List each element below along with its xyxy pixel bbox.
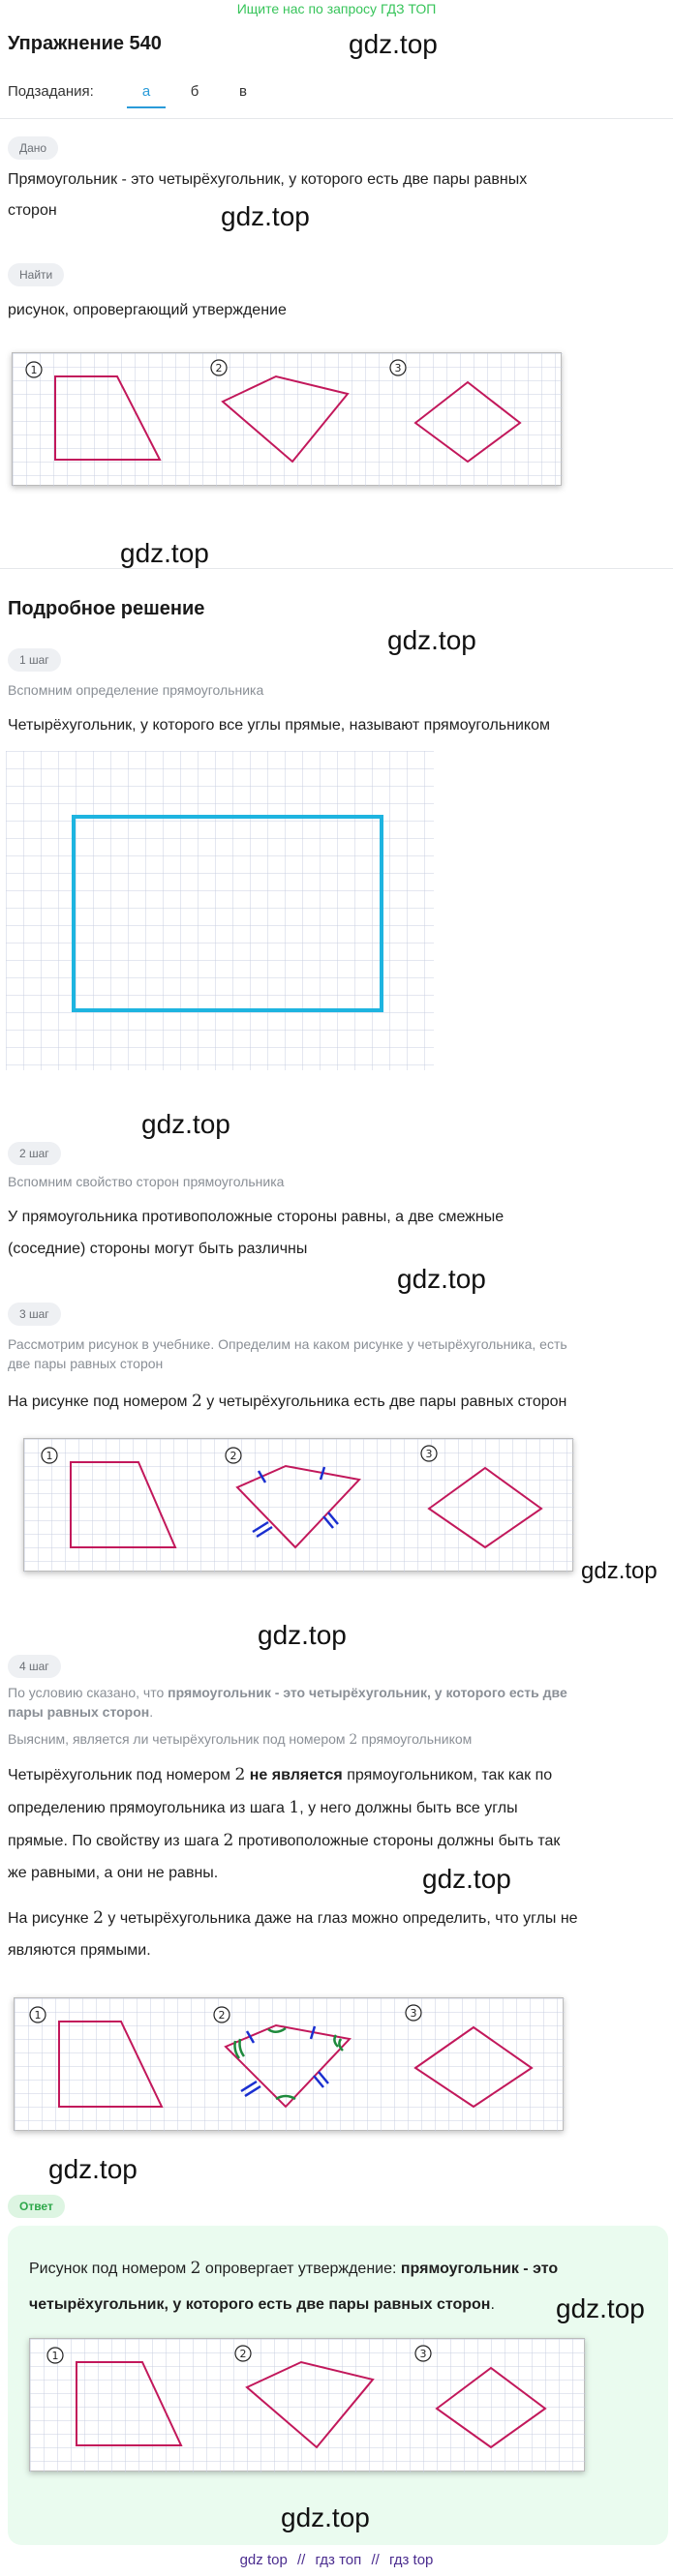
watermark: gdz.top — [281, 2502, 370, 2532]
step4-hint2-bold: пары равных сторон — [8, 1704, 150, 1720]
figure-number-3-label: 3 — [394, 362, 402, 374]
footer-link-gdz-top-ru[interactable]: гдз топ — [315, 2552, 362, 2568]
step2-hint: Вспомним свойство сторон прямоугольника — [8, 1174, 285, 1189]
step3-hint-line2: две пары равных сторон — [8, 1356, 164, 1371]
answer-l1-num: 2 — [190, 2259, 201, 2278]
step2-line1: У прямоугольника противоположные стороны равны, а две смежные — [8, 1209, 505, 1225]
watermark: gdz.top — [556, 2293, 645, 2323]
rectangle-grid-svg — [6, 751, 434, 1070]
step4-hint1-bold: прямоугольник - это четырёхугольник, у которого есть две — [168, 1685, 567, 1700]
step3-text-pre: На рисунке под номером — [8, 1393, 192, 1410]
step2-line2: (соседние) стороны могут быть различны — [8, 1241, 308, 1257]
step4-p1-l2-post: , у него должны быть все углы — [299, 1800, 518, 1816]
watermark: gdz.top — [397, 1264, 486, 1294]
marked-sides-figure — [23, 1438, 573, 1572]
watermark: gdz.top — [120, 538, 209, 568]
footer-separator: // — [371, 2552, 380, 2568]
answer-l2-bold: четырёхугольник, у которого есть две пары равных сторон — [29, 2296, 491, 2313]
step4-hint2-post: . — [149, 1704, 154, 1720]
answer-line1 — [29, 2253, 558, 2285]
figure-number-1-label: 1 — [51, 2350, 59, 2362]
answer-figure-svg — [30, 2339, 586, 2472]
step4-p1-l1-post: прямоугольником, так как по — [342, 1767, 553, 1783]
answer-figure — [29, 2338, 585, 2471]
answer-l2-post: . — [490, 2296, 495, 2313]
step4-p1-l3-pre: прямые. По свойству из шага — [8, 1833, 224, 1849]
subtasks-label: Подзадания: — [8, 83, 94, 100]
figure-number-2-label: 2 — [215, 362, 223, 374]
step3-text-post: у четырёхугольника есть две пары равных сторон — [201, 1393, 567, 1410]
step4-p2-line2: являются прямыми. — [8, 1942, 151, 1959]
step2-pill: 2 шаг — [8, 1142, 61, 1165]
marked-sides-figure-svg — [24, 1439, 574, 1573]
step3-text — [8, 1386, 566, 1418]
step4-p1-line1 — [8, 1759, 552, 1791]
watermark: gdz.top — [422, 1864, 511, 1894]
textbook-figure-svg — [13, 353, 563, 487]
search-banner[interactable]: Ищите нас по запросу ГДЗ ТОП — [236, 1, 437, 16]
watermark: gdz.top — [258, 1620, 347, 1650]
watermark: gdz.top — [387, 625, 476, 655]
step4-p1-l2-num: 1 — [289, 1798, 300, 1817]
step1-hint: Вспомним определение прямоугольника — [8, 682, 264, 698]
step4-hint1-pre: По условию сказано, что — [8, 1685, 168, 1700]
footer-separator: // — [296, 2552, 306, 2568]
step3-pill: 3 шаг — [8, 1303, 61, 1326]
step4-p1-line2 — [8, 1792, 518, 1824]
given-line1: Прямоугольник - это четырёхугольник, у которого есть две пары равных — [8, 171, 528, 188]
step4-hint-line1 — [8, 1682, 567, 1703]
footer-link-gdz-top[interactable]: gdz top — [239, 2552, 288, 2568]
tab-a[interactable]: а — [141, 83, 151, 100]
find-pill: Найти — [8, 263, 64, 286]
divider — [0, 118, 673, 119]
watermark: gdz.top — [581, 1558, 658, 1584]
step4-p1-l1-num: 2 — [234, 1765, 246, 1784]
tab-b[interactable]: б — [190, 83, 199, 100]
given-pill: Дано — [8, 136, 58, 160]
step4-hint3-num: 2 — [349, 1732, 358, 1748]
step4-hint-line2 — [8, 1701, 153, 1722]
step4-p1-l1-pre: Четырёхугольник под номером — [8, 1767, 235, 1783]
figure-number-1-label: 1 — [34, 2009, 42, 2022]
angle-marks-figure-svg — [15, 1998, 565, 2132]
figure-number-3-label: 3 — [410, 2007, 417, 2020]
step4-p1-line3 — [8, 1825, 560, 1857]
footer-links — [0, 2552, 673, 2568]
watermark: gdz.top — [141, 1109, 230, 1139]
figure-number-2-label: 2 — [229, 1450, 237, 1462]
step4-p2-l1-num: 2 — [93, 1908, 104, 1928]
divider — [0, 568, 673, 569]
watermark: gdz.top — [221, 201, 310, 231]
step1-text: Четырёхугольник, у которого все углы прямые, называют прямоугольником — [8, 717, 550, 734]
answer-l1-bold: прямоугольник - это — [400, 2261, 559, 2277]
step4-p1-l3-num: 2 — [223, 1831, 234, 1850]
step4-hint3-post: прямоугольником — [357, 1731, 473, 1747]
step4-p2-l1-pre: На рисунке — [8, 1910, 94, 1927]
step3-hint-line1: Рассмотрим рисунок в учебнике. Определим на каком рисунке у четырёхугольника, есть — [8, 1336, 567, 1352]
watermark: gdz.top — [48, 2154, 138, 2184]
figure-number-3-label: 3 — [425, 1448, 433, 1460]
footer-link-gdz-top-mixed[interactable]: гдз top — [388, 2552, 434, 2568]
step4-hint-line3 — [8, 1728, 472, 1751]
tab-v[interactable]: в — [239, 83, 247, 100]
page-title: Упражнение 540 — [8, 33, 162, 54]
figure-number-2-label: 2 — [239, 2348, 247, 2360]
figure-number-1-label: 1 — [30, 364, 38, 376]
answer-pill: Ответ — [8, 2195, 65, 2218]
step4-hint3-pre: Выясним, является ли четырёхугольник под номером — [8, 1731, 350, 1747]
step4-p2-line1 — [8, 1902, 578, 1934]
figure-number-3-label: 3 — [419, 2348, 427, 2360]
step4-p1-l3-post: противоположные стороны должны быть так — [233, 1833, 561, 1849]
angle-marks-figure — [14, 1997, 564, 2131]
figure-number-2-label: 2 — [218, 2009, 226, 2022]
step4-p1-line4: же равными, а они не равны. — [8, 1865, 219, 1881]
step4-p2-l1-post: у четырёхугольника даже на глаз можно определить, что углы не — [103, 1910, 578, 1927]
step3-figure-number: 2 — [191, 1392, 202, 1411]
given-line2: сторон — [8, 202, 57, 219]
step1-pill: 1 шаг — [8, 648, 61, 672]
watermark: gdz.top — [349, 29, 438, 59]
step4-pill: 4 шаг — [8, 1655, 61, 1678]
step4-p1-l1-bold: не является — [245, 1767, 343, 1783]
answer-line2 — [29, 2290, 495, 2321]
active-tab-underline — [127, 106, 166, 108]
rectangle-grid — [6, 751, 434, 1070]
find-text: рисунок, опровергающий утверждение — [8, 302, 287, 318]
figure-number-1-label: 1 — [46, 1450, 53, 1462]
solution-heading: Подробное решение — [8, 598, 205, 619]
answer-l1-post: опровергает утверждение: — [200, 2261, 401, 2277]
step4-p1-l2-pre: определению прямоугольника из шага — [8, 1800, 290, 1816]
answer-l1-pre: Рисунок под номером — [29, 2261, 191, 2277]
textbook-figure — [12, 352, 562, 486]
